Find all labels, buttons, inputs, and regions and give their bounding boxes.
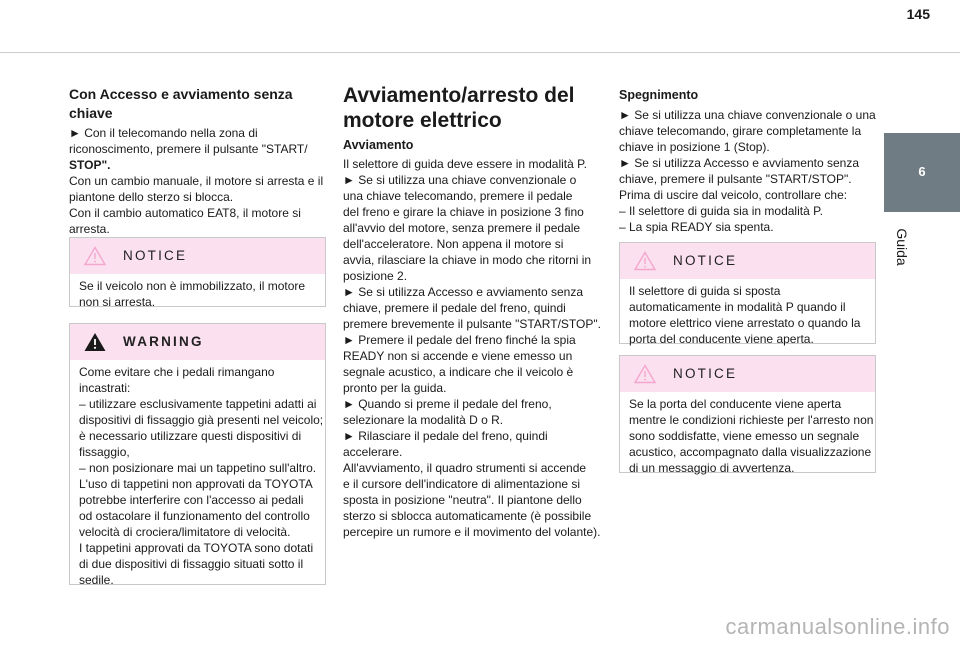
notice-text: Il selettore di guida si sposta automaticamente in modalità P quando il motore elettrico viene arrestato o quando la porta del conducente viene aperta. bbox=[629, 284, 861, 346]
chapter-tab[interactable] bbox=[884, 133, 960, 212]
subheading-spegnimento: Spegnimento bbox=[619, 88, 699, 102]
chapter-tab-number: 6 bbox=[918, 164, 926, 179]
top-rule bbox=[0, 52, 960, 53]
warning-box bbox=[69, 323, 326, 585]
spegnimento-text: ► Se si utilizza una chiave convenzionale o una chiave telecomando, girare completamente la chiave in posizione 1 (Stop). ► Se si utilizza Accesso e avviamento senza chiave, premere il pulsante "START/STOP". Prima di uscire dal veicolo, controllare che: – Il selettore di guida sia in modalità P. – La spia READY sia spenta. bbox=[619, 108, 876, 234]
chapter-tab-label: Guida bbox=[894, 228, 910, 266]
page-title: Avviamento/arresto del motore elettrico bbox=[343, 84, 575, 132]
page-number: 145 bbox=[906, 6, 930, 22]
warning-text: Come evitare che i pedali rimangano incastrati: – utilizzare esclusivamente tappetini adatti ai dispositivi di fissaggio già presenti nel veicolo; è necessario utilizzare questi dispositivi di fissaggio, – non posizionare mai un tappetino sull'altro. L'uso di tappetini non approvati da TOYOTA potrebbe interferire con l'accesso ai pedali od ostacolare il funzionamento del controllo velocità di crociera/limitatore di velocità. I tappetini approvati da TOYOTA sono dotati di due dispositivi di fissaggio situati sotto il sedile. bbox=[79, 365, 324, 587]
avviamento-text: Il selettore di guida deve essere in modalità P. ► Se si utilizza una chiave convenzionale o una chiave telecomando, premere il pedale del freno e girare la chiave in posizione 3 fino all'avvio del motore, senza premere il pedale dell'acceleratore. Non appena il motore si avvia, rilasciare la chiave in modo che ritorni in posizione 2. ► Se si utilizza Accesso e avviamento senza chiave, premere il pedale del freno, quindi premere brevemente il pulsante "START/STOP". ► Premere il pedale del freno finché la spia READY non si accende e viene emesso un segnale acustico, a indicare che il veicolo è pronto per la guida. ► Quando si preme il pedale del freno, selezionare la modalità D o R. ► Rilasciare il pedale del freno, quindi accelerare. All'avviamento, il quadro strumenti si accende e il cursore dell'indicatore di alimentazione si sposta in posizione "neutra". Il piantone dello sterzo si sblocca automaticamente (è possibile percepire un rumore e il movimento del volante). bbox=[343, 157, 601, 539]
notice-box bbox=[619, 242, 876, 344]
subheading-avviamento: Avviamento bbox=[343, 138, 414, 152]
section-heading: Con Accesso e avviamento senza chiave bbox=[69, 86, 293, 121]
notice-header bbox=[70, 238, 325, 274]
warning-label: WARNING bbox=[123, 334, 204, 349]
notice-header bbox=[620, 243, 875, 279]
watermark: carmanualsonline.info bbox=[725, 614, 950, 639]
notice-box bbox=[69, 237, 326, 307]
notice-label: NOTICE bbox=[673, 366, 738, 381]
notice-header bbox=[620, 356, 875, 392]
warning-header bbox=[70, 324, 325, 360]
caution-triangle-icon bbox=[634, 364, 656, 384]
intro-paragraph: ► Con il telecomando nella zona di riconoscimento, premere il pulsante "START/ STOP". Con un cambio manuale, il motore si arresta e il piantone dello sterzo si blocca. Con il cambio automatico EAT8, il motore si arresta. bbox=[69, 126, 324, 236]
notice-box bbox=[619, 355, 876, 473]
notice-label: NOTICE bbox=[123, 248, 188, 263]
notice-text: Se il veicolo non è immobilizzato, il motore non si arresta. bbox=[79, 279, 306, 309]
notice-text: Se la porta del conducente viene aperta mentre le condizioni richieste per l'arresto non sono soddisfatte, viene emesso un segnale acustico, accompagnato dalla visualizzazione di un messaggio di avvertenza. bbox=[629, 397, 874, 475]
notice-label: NOTICE bbox=[673, 253, 738, 268]
caution-triangle-icon bbox=[634, 251, 656, 271]
warning-triangle-icon bbox=[84, 332, 106, 352]
caution-triangle-icon bbox=[84, 246, 106, 266]
